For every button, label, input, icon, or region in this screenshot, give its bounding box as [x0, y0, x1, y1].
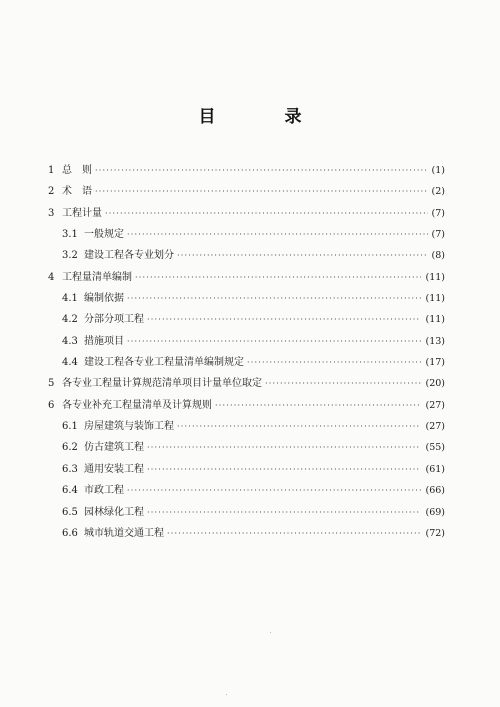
- toc-entry-page: (11): [425, 293, 445, 305]
- toc-entry-number: 4.4: [62, 357, 78, 369]
- toc-entry-label: 通用安装工程: [84, 463, 144, 475]
- dot-leader: [127, 224, 428, 245]
- toc-entry-label: 各专业补充工程量清单及计算规则: [62, 399, 212, 411]
- dot-leader: [105, 203, 428, 224]
- dot-leader: [95, 181, 428, 202]
- dot-leader: [127, 331, 421, 352]
- toc-entry-label: 建设工程各专业工程量清单编制规定: [84, 357, 244, 369]
- toc-entry-number: 2: [48, 186, 55, 198]
- toc-entry-label: 各专业工程量计算规范清单项目计量单位取定: [62, 378, 262, 390]
- toc-entry-number: 6.1: [62, 421, 78, 433]
- dot-leader: [95, 160, 428, 181]
- dot-leader: [147, 309, 421, 330]
- toc-entry: [48, 160, 445, 181]
- toc-entry-label: 房屋建筑与装饰工程: [84, 421, 174, 433]
- toc-entry-page: (13): [425, 335, 445, 347]
- toc-subentry: [48, 331, 445, 352]
- toc-entry-number: 4: [48, 271, 55, 283]
- table-of-contents: [48, 160, 445, 544]
- toc-entry: [48, 373, 445, 394]
- dot-leader: [127, 288, 421, 309]
- dot-leader: [147, 502, 421, 523]
- toc-entry-label: 分部分项工程: [84, 314, 144, 326]
- dot-leader: [177, 245, 428, 266]
- toc-entry-page: (69): [425, 506, 445, 518]
- toc-entry-page: (66): [425, 485, 445, 497]
- dot-leader: [127, 480, 421, 501]
- toc-entry-page: (55): [425, 442, 445, 454]
- toc-entry-number: 6.5: [62, 506, 78, 518]
- toc-entry-page: (61): [425, 463, 445, 475]
- toc-entry-number: 1: [48, 165, 55, 176]
- toc-entry-label: 工程量清单编制: [62, 271, 132, 283]
- toc-entry-page: (27): [425, 399, 445, 411]
- toc-subentry: [48, 352, 445, 373]
- toc-entry-number: 3.2: [62, 250, 78, 262]
- toc-entry-number: 6: [48, 399, 55, 411]
- toc-subentry: [48, 245, 445, 266]
- toc-subentry: [48, 459, 445, 480]
- toc-entry-page: (2): [431, 186, 445, 198]
- toc-entry-page: (27): [425, 421, 445, 433]
- toc-entry-number: 3: [48, 207, 55, 219]
- toc-entry: [48, 267, 445, 288]
- toc-entry-label: 园林绿化工程: [84, 506, 144, 518]
- dot-leader: [135, 267, 421, 288]
- toc-entry-label: 仿古建筑工程: [84, 442, 144, 454]
- dot-leader: [177, 416, 421, 437]
- page-title: 目 录: [198, 107, 328, 127]
- dot-leader: [167, 523, 421, 544]
- toc-entry-number: 6.6: [62, 527, 78, 539]
- toc-subentry: [48, 309, 445, 330]
- toc-subentry: [48, 523, 445, 544]
- toc-entry-label: 城市轨道交通工程: [84, 527, 164, 539]
- toc-entry-page: (20): [425, 378, 445, 390]
- toc-entry-number: 4.3: [62, 335, 78, 347]
- dot-leader: [247, 352, 421, 373]
- toc-entry-page: (17): [425, 357, 445, 369]
- toc-entry-page: (72): [425, 527, 445, 539]
- toc-subentry: [48, 480, 445, 501]
- dot-leader: [147, 459, 421, 480]
- toc-subentry: [48, 288, 445, 309]
- toc-entry-label: 工程计量: [62, 207, 102, 219]
- toc-entry-label: 编制依据: [84, 293, 124, 305]
- toc-entry-page: (1): [431, 165, 445, 176]
- toc-entry: [48, 181, 445, 202]
- toc-entry: [48, 395, 445, 416]
- toc-entry-number: 3.1: [62, 229, 78, 241]
- toc-entry-number: 6.3: [62, 463, 78, 475]
- toc-entry-number: 6.4: [62, 485, 78, 497]
- dot-leader: [215, 395, 421, 416]
- toc-entry-number: 5: [48, 378, 55, 390]
- toc-subentry: [48, 224, 445, 245]
- toc-entry-page: (11): [425, 314, 445, 326]
- toc-entry-label: 总 则: [62, 165, 92, 176]
- toc-subentry: [48, 416, 445, 437]
- toc-entry: [48, 203, 445, 224]
- toc-entry-page: (7): [431, 229, 445, 241]
- toc-subentry: [48, 437, 445, 458]
- toc-entry-label: 措施项目: [84, 335, 124, 347]
- toc-entry-number: 6.2: [62, 442, 78, 454]
- toc-entry-label: 一般规定: [84, 229, 124, 241]
- toc-subentry: [48, 502, 445, 523]
- toc-entry-page: (11): [425, 271, 445, 283]
- toc-entry-label: 市政工程: [84, 485, 124, 497]
- toc-entry-label: 术 语: [62, 186, 92, 198]
- toc-entry-page: (8): [431, 250, 445, 262]
- toc-entry-number: 4.2: [62, 314, 78, 326]
- toc-entry-label: 建设工程各专业划分: [84, 250, 174, 262]
- scan-speck: [226, 694, 227, 695]
- dot-leader: [265, 373, 421, 394]
- dot-leader: [147, 437, 421, 458]
- toc-entry-page: (7): [431, 207, 445, 219]
- scan-speck: [270, 632, 271, 633]
- toc-entry-number: 4.1: [62, 293, 78, 305]
